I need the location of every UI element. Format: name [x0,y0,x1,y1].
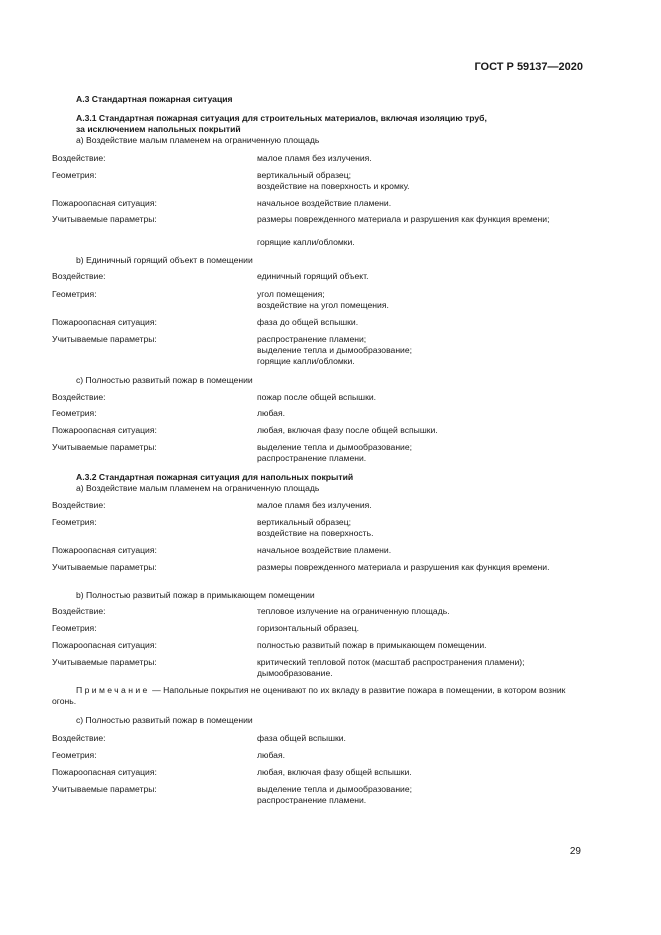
row-value: выделение тепла и дымообразование; [257,442,413,452]
row-label: Учитываемые параметры: [52,442,157,452]
case-a-title: а) Воздействие малым пламенем на ограниченную площадь [76,483,320,493]
row-label: Геометрия: [52,408,97,418]
row-value: малое пламя без излучения. [257,153,372,163]
note-text: — Напольные покрытия не оценивают по их вкладу в развитие пожара в помещении, в котором возник огонь. [52,685,566,706]
note-lead: Примечание [76,685,150,695]
row-value: полностью развитый пожар в примыкающем помещении. [257,640,487,650]
subsection-title-line2: за исключением напольных покрытий [76,124,241,134]
section-title: А.3 Стандартная пожарная ситуация [76,94,233,104]
row-value: тепловое излучение на ограниченную площадь. [257,606,450,616]
row-label: Воздействие: [52,153,106,163]
row-label: Пожароопасная ситуация: [52,767,157,777]
page-number: 29 [569,846,581,857]
subsection-title: А.3.2 Стандартная пожарная ситуация для напольных покрытий [76,472,354,482]
row-label: Воздействие: [52,733,106,743]
row-value: выделение тепла и дымообразование; [257,345,413,355]
row-label: Воздействие: [52,500,106,510]
row-value: горящие капли/обломки. [257,237,355,247]
row-value: угол помещения; [257,289,325,299]
row-value: распространение пламени. [257,453,367,463]
case-b-title: b) Полностью развитый пожар в примыкающем помещении [76,590,315,600]
row-label: Геометрия: [52,750,97,760]
row-label: Учитываемые параметры: [52,657,157,667]
row-value: распространение пламени. [257,795,367,805]
row-label: Пожароопасная ситуация: [52,198,157,208]
row-label: Учитываемые параметры: [52,562,157,572]
row-value: размеры поврежденного материала и разрушения как функция времени; [257,214,550,224]
row-label: Учитываемые параметры: [52,334,157,344]
row-value: любая. [257,750,286,760]
row-label: Геометрия: [52,517,97,527]
row-value: воздействие на поверхность и кромку. [257,181,410,191]
row-value: пожар после общей вспышки. [257,392,377,402]
row-label: Учитываемые параметры: [52,214,157,224]
row-value: выделение тепла и дымообразование; [257,784,413,794]
case-c-title: с) Полностью развитый пожар в помещении [76,375,253,385]
row-label: Пожароопасная ситуация: [52,425,157,435]
row-value: вертикальный образец; [257,517,352,527]
row-value: фаза общей вспышки. [257,733,346,743]
row-label: Воздействие: [52,271,106,281]
row-value: распространение пламени; [257,334,367,344]
row-label: Воздействие: [52,392,106,402]
row-value: горящие капли/обломки. [257,356,355,366]
row-value: начальное воздействие пламени. [257,198,392,208]
row-label: Геометрия: [52,170,97,180]
document-code: ГОСТ Р 59137—2020 [474,61,583,73]
row-value: фаза до общей вспышки. [257,317,359,327]
row-value: вертикальный образец; [257,170,352,180]
row-label: Геометрия: [52,289,97,299]
row-value: начальное воздействие пламени. [257,545,392,555]
row-value: любая, включая фазу общей вспышки. [257,767,412,777]
subsection-title-line1: А.3.1 Стандартная пожарная ситуация для строительных материалов, включая изоляцию труб, [76,113,487,123]
row-label: Пожароопасная ситуация: [52,640,157,650]
row-value: любая. [257,408,286,418]
note [52,685,582,707]
row-value: размеры поврежденного материала и разрушения как функция времени. [257,562,550,572]
row-label: Пожароопасная ситуация: [52,545,157,555]
row-value: воздействие на поверхность. [257,528,374,538]
case-c-title: с) Полностью развитый пожар в помещении [76,715,253,725]
row-value: горизонтальный образец. [257,623,359,633]
row-value: критический тепловой поток (масштаб распространения пламени); дымообразование. [257,657,525,678]
case-b-title: b) Единичный горящий объект в помещении [76,255,253,265]
row-label: Воздействие: [52,606,106,616]
row-value: воздействие на угол помещения. [257,300,389,310]
case-a-title: а) Воздействие малым пламенем на ограниченную площадь [76,135,320,145]
row-label: Геометрия: [52,623,97,633]
row-value: единичный горящий объект. [257,271,369,281]
row-value: малое пламя без излучения. [257,500,372,510]
row-value: любая, включая фазу после общей вспышки. [257,425,438,435]
row-label: Учитываемые параметры: [52,784,157,794]
row-label: Пожароопасная ситуация: [52,317,157,327]
